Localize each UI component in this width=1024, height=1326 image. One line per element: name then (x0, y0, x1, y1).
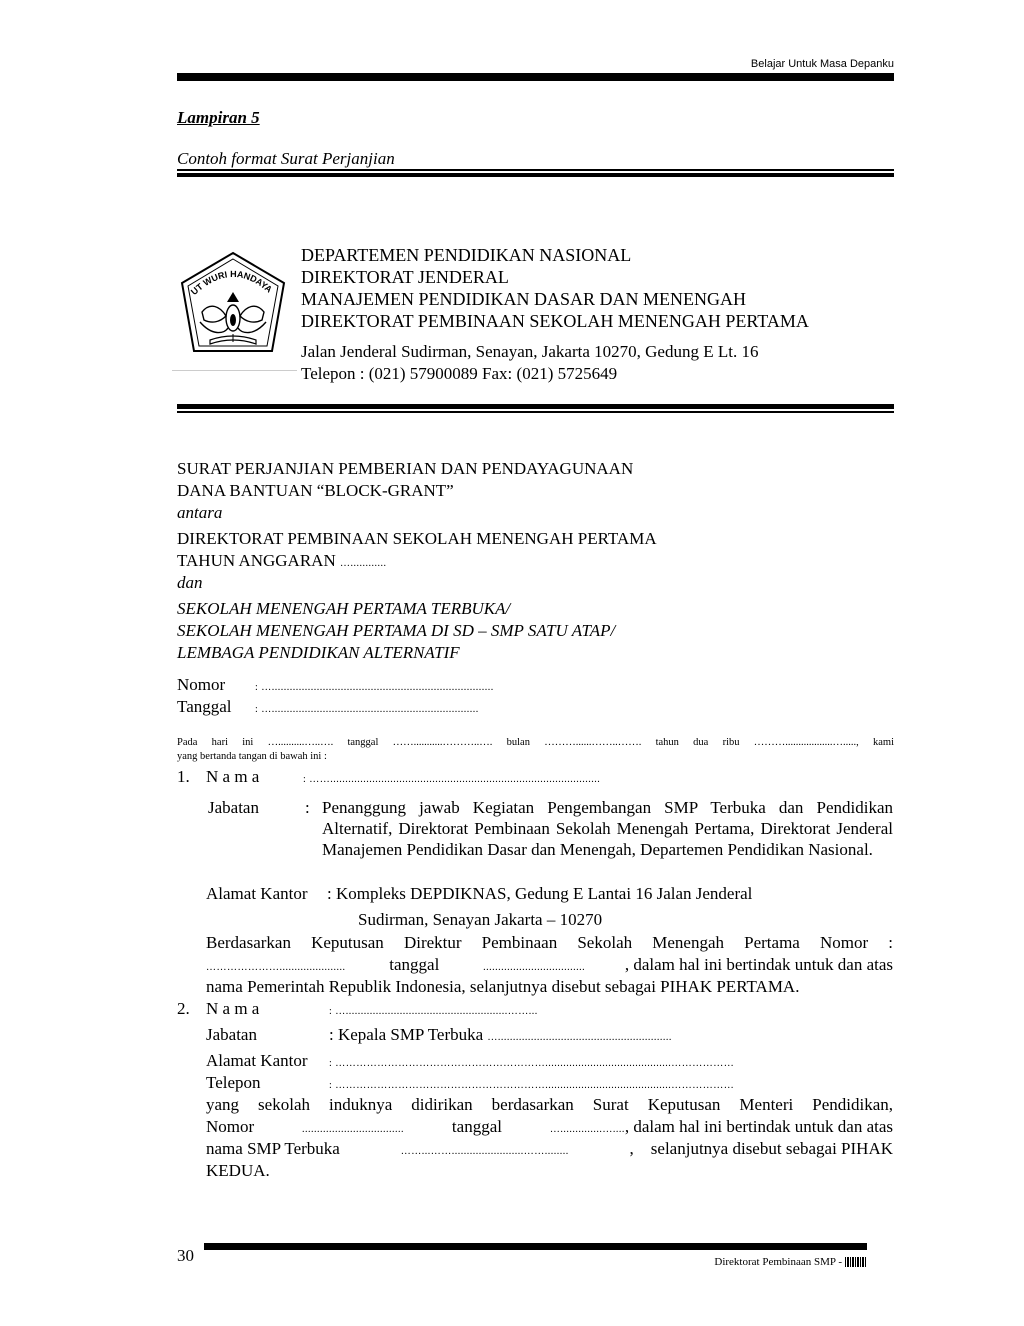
party-second-smp-name-label: nama SMP Terbuka (206, 1139, 340, 1158)
tanggal-field (255, 696, 479, 720)
agreement-title-line-2: DANA BANTUAN “BLOCK-GRANT” (177, 481, 454, 500)
fiscal-year-label: TAHUN ANGGARAN (177, 551, 336, 570)
party-second-designation: , selanjutnya disebut sebagai PIHAK (629, 1139, 893, 1158)
party-first-alamat-label: Alamat Kantor (206, 884, 308, 903)
party2-line-2: SEKOLAH MENENGAH PERTAMA DI SD – SMP SATU ATAP/ (177, 621, 616, 640)
party-second-jabatan-label: Jabatan (206, 1025, 257, 1044)
party2-line-3: LEMBAGA PENDIDIKAN ALTERNATIF (177, 643, 460, 662)
fiscal-year-dots: …............ (339, 558, 387, 569)
party-second-basis-line-3 (206, 1138, 893, 1162)
party-second-jabatan-value: : Kepala SMP Terbuka (329, 1025, 484, 1044)
party-first-decree-number-dots: …………………...................... (206, 962, 346, 973)
party-second-decree-nomor: Nomor (206, 1117, 255, 1136)
party-first-alamat-value-1: : Kompleks DEPDIKNAS, Gedung E Lantai 16 Jalan Jenderal (327, 884, 753, 903)
letterhead-rule-thick (177, 404, 894, 409)
letterhead-faint-line (172, 370, 297, 371)
party-second-basis-line-1: yang sekolah induknya didirikan berdasarkan Surat Keputusan Menteri Pendidikan, (206, 1095, 893, 1114)
tut-wuri-handayani-emblem-icon (176, 250, 290, 366)
party-second-decree-date-group (550, 1116, 893, 1140)
svg-text:TUT WURI HANDAYANI: UT WURI HANDAYA (188, 268, 275, 298)
party-second-alamat-label: Alamat Kantor (206, 1051, 308, 1070)
header-rule (177, 73, 894, 81)
party-second-decree-date-dots: …..............….... (549, 1124, 625, 1135)
party-second-alamat-value: : ……………………………………………………..........................................……………… (329, 1058, 735, 1069)
agreement-title-line-1: SURAT PERJANJIAN PEMBERIAN DAN PENDAYAGUNAAN (177, 459, 634, 478)
footer-rule (204, 1243, 867, 1250)
party-second-decree-tanggal: tanggal (451, 1117, 502, 1136)
party-second-telepon-label: Telepon (206, 1073, 261, 1092)
party-first-basis-line-2 (206, 954, 893, 978)
party-first-basis-line-1: Berdasarkan Keputusan Direktur Pembinaan Sekolah Menengah Pertama Nomor : (206, 933, 893, 952)
subtitle-rule-thin (177, 169, 894, 171)
party-second-basis-line-4: KEDUA. (206, 1161, 270, 1180)
party-second-nama-field (329, 998, 538, 1022)
appendix-subtitle: Contoh format Surat Perjanjian (177, 149, 395, 168)
party-first-jabatan-value: Penanggung jawab Kegiatan Pengembangan SMP Terbuka dan Pendidikan Alternatif, Direktorat Pembinaan Sekolah Menengah Pertama, Direktorat Jenderal Manajemen Pendidikan Dasar dan Menengah, Departemen Pendidikan Nasional. (322, 798, 893, 859)
party-second-alamat-field (329, 1050, 734, 1074)
barcode-icon (845, 1257, 867, 1267)
party-second-telepon-value: : ……………………………………………………..........................................……………… (329, 1080, 735, 1091)
party1-line-1: DIREKTORAT PEMBINAAN SEKOLAH MENENGAH PERTAMA (177, 529, 657, 548)
letterhead-line-1: DEPARTEMEN PENDIDIKAN NASIONAL (301, 245, 632, 265)
header-tagline: Belajar Untuk Masa Depanku (750, 58, 894, 70)
party-first-decree-tanggal: tanggal (389, 955, 440, 974)
party-first-jabatan-label: Jabatan (208, 798, 259, 817)
party-second-jabatan-dots: ….......................................................... (487, 1032, 672, 1043)
party-first-nama-label: N a m a (206, 767, 260, 786)
nomor-field (255, 674, 494, 698)
tanggal-label: Tanggal (177, 697, 232, 716)
party-second-basis-line-2 (206, 1116, 893, 1140)
agreement-and: dan (177, 573, 203, 592)
letterhead-line-3: MANAJEMEN PENDIDIKAN DASAR DAN MENENGAH (301, 289, 746, 309)
letterhead-address: Jalan Jenderal Sudirman, Senayan, Jakarta 10270, Gedung E Lt. 16 (301, 342, 759, 361)
party-second-decree-rest: , dalam hal ini bertindak untuk dan atas (624, 1117, 893, 1136)
party-first-basis-line-3: nama Pemerintah Republik Indonesia, selanjutnya disebut sebagai PIHAK PERTAMA. (206, 977, 800, 996)
party-first-jabatan-colon: : (305, 798, 310, 817)
party-second-decree-number-dots: .................................. (302, 1124, 405, 1135)
agreement-between: antara (177, 503, 223, 522)
party-second-number: 2. (177, 999, 190, 1018)
party-second-nama-value: : …......................................................……... (329, 1006, 538, 1017)
party-second-smp-name-dots: ……...……........................……........ (400, 1146, 569, 1157)
party-first-number: 1. (177, 767, 190, 786)
party2-line-1: SEKOLAH MENENGAH PERTAMA TERBUKA/ (177, 599, 511, 618)
nomor-label: Nomor (177, 675, 226, 694)
letterhead-line-2: DIREKTORAT JENDERAL (301, 267, 509, 287)
appendix-title: Lampiran 5 (177, 108, 260, 127)
party1-line-2 (177, 550, 386, 574)
party-first-decree-date-dots: .................................. (483, 962, 586, 973)
letterhead-rule-thin (177, 411, 894, 413)
party-first-alamat-value-2: Sudirman, Senayan Jakarta – 10270 (358, 910, 603, 929)
party-first-nama-field (303, 766, 600, 790)
party-first-decree-rest: , dalam hal ini bertindak untuk dan atas (624, 955, 893, 974)
party-second-nama-label: N a m a (206, 999, 260, 1018)
party-second-telepon-field (329, 1072, 734, 1096)
nomor-value: : ….......................................................................... (255, 682, 494, 693)
page-number: 30 (177, 1246, 194, 1265)
letterhead-line-4: DIREKTORAT PEMBINAAN SEKOLAH MENENGAH PERTAMA (301, 311, 809, 331)
party-first-nama-value: : …….......................................................................................... (303, 774, 601, 785)
subtitle-rule-thick (177, 173, 894, 177)
footer-right-text: Direktorat Pembinaan SMP - (714, 1256, 842, 1268)
party-second-jabatan-field (329, 1024, 672, 1048)
opening-line-1: Pada hari ini …..........…..…. tanggal ……...........………..…. bulan ………......……..……. tahun dua ribu ………..................…....., kami (177, 737, 894, 748)
footer-right (714, 1256, 867, 1268)
opening-line-2: yang bertanda tangan di bawah ini : (177, 751, 327, 762)
tanggal-value: : …..................................................................... (255, 704, 479, 715)
letterhead-phone: Telepon : (021) 57900089 Fax: (021) 5725649 (301, 364, 618, 383)
